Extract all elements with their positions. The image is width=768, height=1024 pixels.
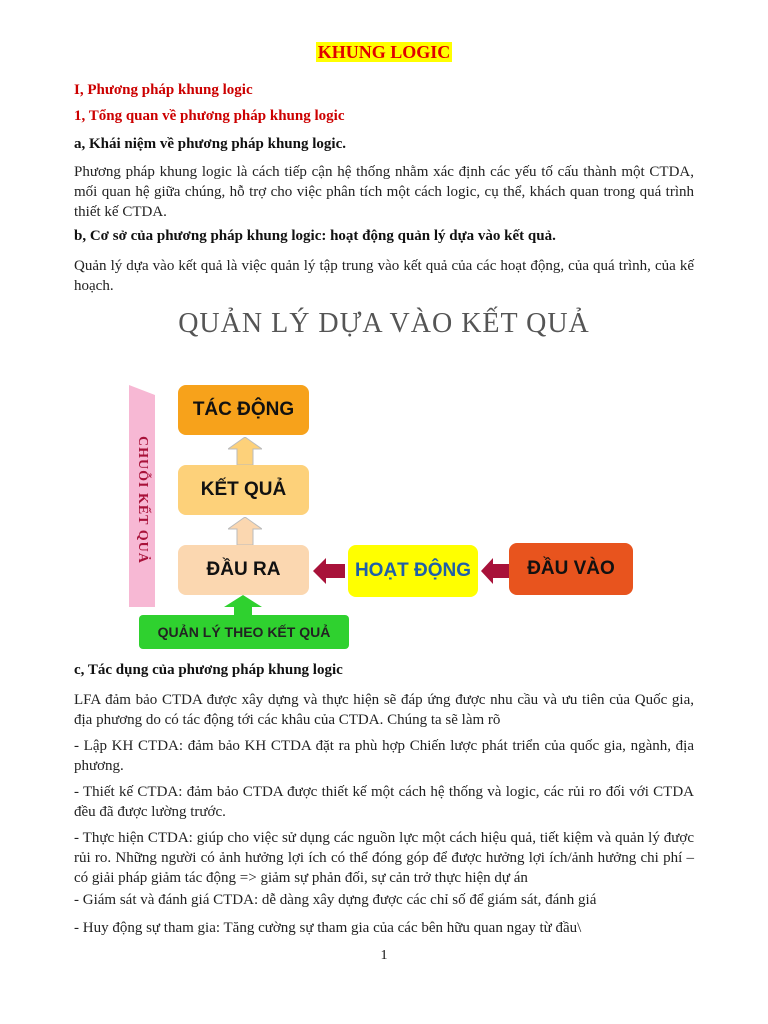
subheading-b: b, Cơ sở của phương pháp khung logic: hoạt động quản lý dựa vào kết quả. — [74, 228, 556, 244]
diagram-title: QUẢN LÝ DỰA VÀO KẾT QUẢ — [178, 308, 590, 339]
impact-box: TÁC ĐỘNG — [178, 385, 309, 435]
section-heading-1: I, Phương pháp khung logic — [74, 82, 253, 98]
arrow-input-to-activity — [481, 558, 509, 584]
manage-by-results-box: QUẢN LÝ THEO KẾT QUẢ — [139, 615, 349, 649]
subheading-c: c, Tác dụng của phương pháp khung logic — [74, 662, 343, 678]
bullet-monitor: - Giám sát và đánh giá CTDA: dễ dàng xây dựng được các chỉ số để giám sát, đánh giá — [74, 892, 597, 908]
paragraph-c: LFA đảm bảo CTDA được xây dựng và thực hiện sẽ đáp ứng được nhu cầu và ưu tiên của Quốc gia, địa phương do có tác động tới các khâu của CTDA. Chúng ta sẽ làm rõ — [74, 692, 694, 728]
paragraph-a: Phương pháp khung logic là cách tiếp cận hệ thống nhằm xác định các yếu tố cấu thành một CTDA, mối quan hệ giữa chúng, hỗ trợ cho việc phân tích một cách logic, cụ thể, khách quan trong quá trình thiết kế CTDA. — [74, 164, 694, 220]
outcome-box: KẾT QUẢ — [178, 465, 309, 515]
activity-box: HOẠT ĐỘNG — [348, 545, 478, 597]
page-number: 1 — [380, 948, 388, 963]
section-heading-1-1: 1, Tổng quan về phương pháp khung logic — [74, 108, 345, 124]
results-diagram — [125, 385, 633, 650]
bullet-design: - Thiết kế CTDA: đảm bảo CTDA được thiết kế một cách hệ thống và logic, các rủi ro đối với CTDA đều đã được lường trước. — [74, 784, 694, 820]
bullet-plan: - Lập KH CTDA: đảm bảo KH CTDA đặt ra phù hợp Chiến lược phát triển của quốc gia, ngành, địa phương. — [74, 738, 694, 774]
up-arrow-1 — [228, 437, 262, 465]
output-box: ĐẦU RA — [178, 545, 309, 595]
document-title: KHUNG LOGIC — [317, 42, 451, 62]
bullet-participation: - Huy động sự tham gia: Tăng cường sự tham gia của các bên hữu quan ngay từ đầu\ — [74, 920, 582, 936]
input-box: ĐẦU VÀO — [509, 543, 633, 595]
arrow-activity-to-output — [313, 558, 345, 584]
bullet-implement: - Thực hiện CTDA: giúp cho việc sử dụng các nguồn lực một cách hiệu quả, tiết kiệm và quản lý được rủi ro. Những người có ảnh hưởng lợi ích có thể đóng góp để được hưởng lợi ích/ảnh hưởng chi phí – có giải pháp giảm tác động => giảm sự phản đối, sự cản trở thực hiện dự án — [74, 830, 694, 886]
chain-label: CHUỖI KẾT QUẢ — [135, 436, 150, 564]
paragraph-b: Quản lý dựa vào kết quả là việc quản lý tập trung vào kết quả của các hoạt động, của quá trình, của kế hoạch. — [74, 258, 694, 294]
green-up-arrow — [224, 595, 262, 617]
subheading-a: a, Khái niệm về phương pháp khung logic. — [74, 136, 346, 152]
up-arrow-2 — [228, 517, 262, 545]
